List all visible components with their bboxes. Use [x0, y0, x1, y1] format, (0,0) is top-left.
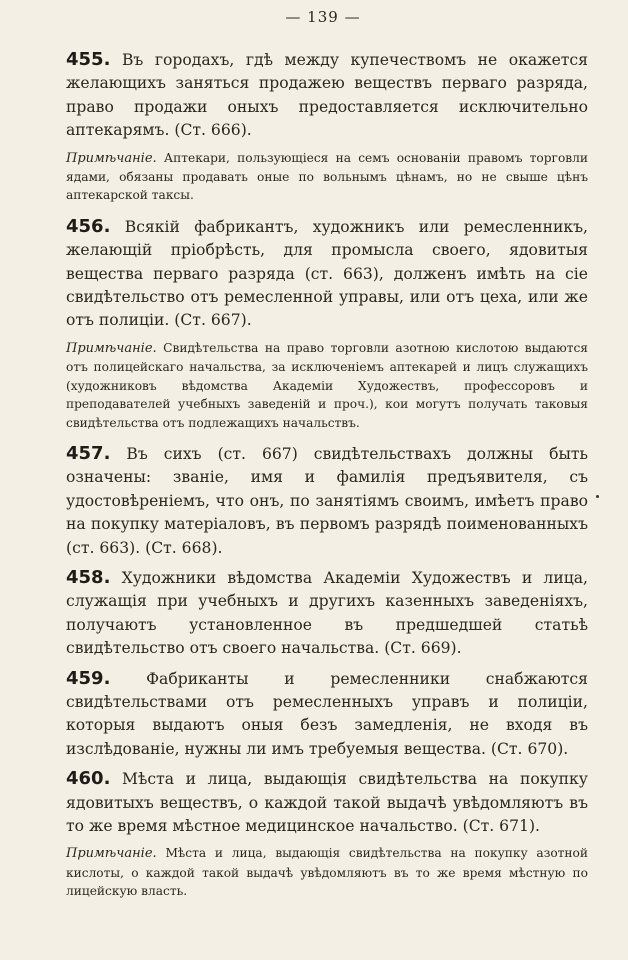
- note-456: [66, 339, 588, 432]
- note-label: Примѣчаніе.: [66, 846, 157, 862]
- note-text: Аптекари, пользующіеся на семъ основаніи правомъ торговли ядами, обязаны продавать оные по вольнымъ цѣнамъ, но не свыше цѣнъ аптекарской таксы.: [66, 150, 589, 203]
- article-text: Въ городахъ, гдѣ между купечествомъ не окажется желающихъ заняться продажею веществъ перваго разряда, право продажи оныхъ предоставляется исключительно аптекарямъ. (Ст. 666).: [66, 51, 588, 140]
- article-number: 456.: [66, 215, 111, 237]
- article-text: Художники вѣдомства Академіи Художествъ и лица, служащія при учебныхъ и другихъ казенныхъ заведеніяхъ, получаютъ установленное въ предшедшей статьѣ свидѣтельство отъ своего начальства. (Ст. 669).: [66, 568, 589, 658]
- margin-mark: [596, 495, 599, 498]
- page-number: — 139 —: [285, 8, 361, 26]
- article-457: [66, 442, 588, 560]
- note-455: [66, 149, 588, 205]
- article-455: [66, 48, 588, 143]
- article-number: 459.: [66, 667, 111, 689]
- note-text: Мѣста и лица, выдающія свидѣтельства на покупку азотной кислоты, о каждой такой выдачѣ увѣдомляютъ въ то же время мѣстную по лицейскую власть.: [66, 846, 588, 899]
- article-text: Всякій фабрикантъ, художникъ или ремесленникъ, желающій пріобрѣсть, для промысла своего, ядовитыя вещества перваго разряда (ст. 663), долженъ имѣть на сіе свидѣтельство отъ ремесленной управы, или отъ цеха, или же отъ полиціи. (Ст. 667).: [66, 217, 588, 330]
- note-label: Примѣчаніе.: [66, 340, 157, 356]
- article-number: 460.: [66, 768, 111, 790]
- note-label: Примѣчаніе.: [66, 150, 157, 166]
- note-text: Свидѣтельства на право торговли азотною кислотою выдаются отъ полицейскаго начальства, за исключеніемъ аптекарей и лицъ служащихъ (художниковъ вѣдомства Академіи Художествъ, профессоровъ и преподавателей учебныхъ заведеній и проч.), кои могутъ получать таковыя свидѣтельства отъ подлежащихъ начальствъ.: [66, 340, 588, 430]
- article-456: [66, 215, 588, 333]
- article-text: Мѣста и лица, выдающія свидѣтельства на покупку ядовитыхъ веществъ, о каждой такой выдачѣ увѣдомляютъ въ то же время мѣстное медицинское начальство. (Ст. 671).: [66, 770, 588, 835]
- article-text: Въ сихъ (ст. 667) свидѣтельствахъ должны быть означены: званіе, имя и фамилія предъявителя, съ удостовѣреніемъ, что онъ, по занятіямъ своимъ, имѣетъ право на покупку матеріаловъ, въ первомъ разрядѣ поименованныхъ (ст. 663). (Ст. 668).: [66, 444, 588, 557]
- article-number: 458.: [66, 566, 111, 588]
- note-460: [66, 844, 588, 900]
- article-number: 457.: [66, 442, 111, 464]
- article-text: Фабриканты и ремесленники снабжаются свидѣтельствами отъ ремесленныхъ управъ и полиціи, которыя выдаютъ оныя безъ замедленія, не входя въ изслѣдованіе, нужны ли имъ требуемыя вещества. (Ст. 670).: [66, 669, 588, 758]
- article-458: [66, 566, 588, 661]
- article-459: [66, 667, 588, 762]
- article-460: [66, 767, 588, 838]
- article-number: 455.: [66, 49, 111, 70]
